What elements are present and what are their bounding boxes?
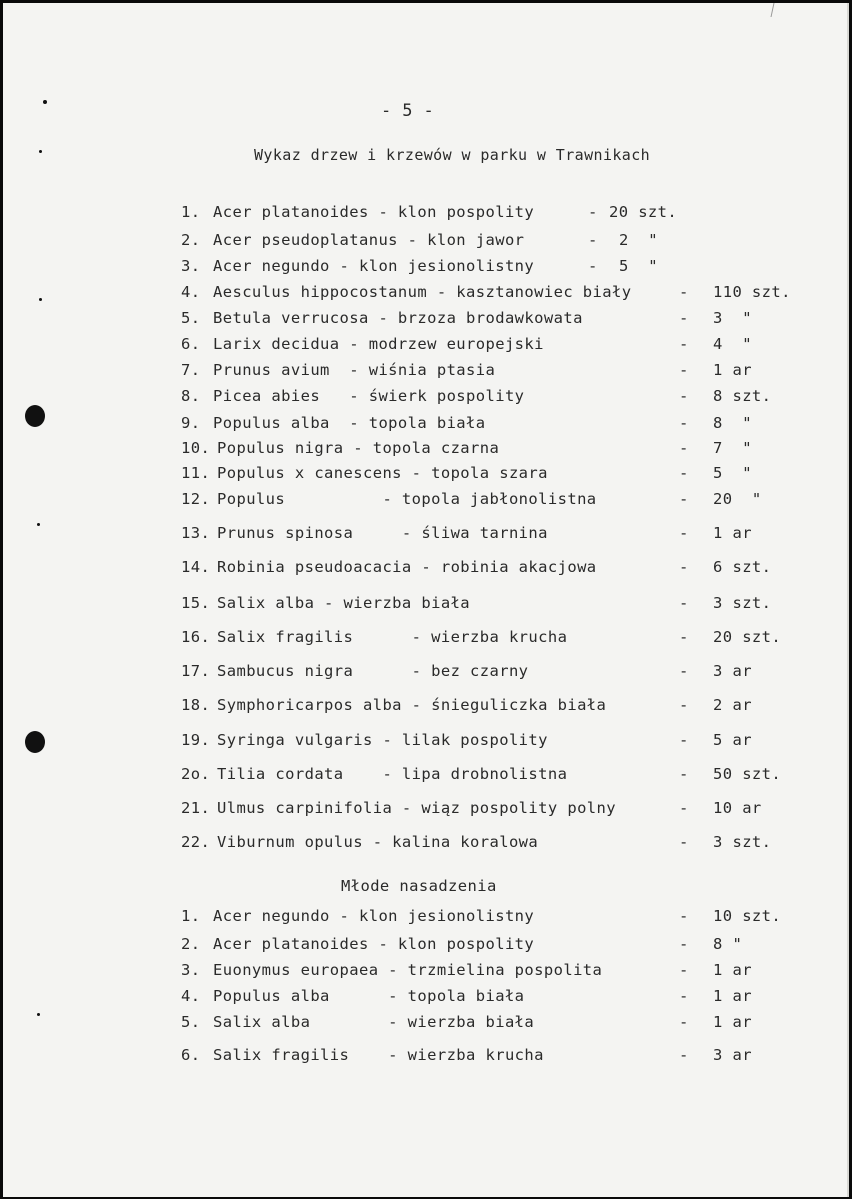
- item-dash: -: [679, 961, 689, 979]
- item-quantity: 3 szt.: [713, 833, 772, 851]
- item-number: 12.: [181, 490, 211, 508]
- item-name: Salix fragilis - wierzba krucha: [213, 1046, 544, 1064]
- item-quantity: 2 ar: [713, 696, 752, 714]
- item-name: Populus alba - topola biała: [213, 987, 525, 1005]
- item-name: Ulmus carpinifolia - wiąz pospolity polny: [217, 799, 617, 817]
- item-name: Acer negundo - klon jesionolistny: [213, 907, 535, 925]
- item-number: 9.: [181, 414, 201, 432]
- item-name: Robinia pseudoacacia - robinia akacjowa: [217, 558, 597, 576]
- item-name: Larix decidua - modrzew europejski: [213, 335, 544, 353]
- item-name: Populus - topola jabłonolistna: [217, 490, 597, 508]
- item-dash: -: [679, 987, 689, 1005]
- item-dash: -: [679, 361, 689, 379]
- item-quantity: 20 szt.: [713, 628, 782, 646]
- item-name: Prunus avium - wiśnia ptasia: [213, 361, 496, 379]
- item-dash: -: [679, 765, 689, 783]
- item-dash: -: [679, 833, 689, 851]
- item-dash: -: [679, 524, 689, 542]
- item-quantity: 8 szt.: [713, 387, 772, 405]
- item-name: Symphoricarpos alba - śnieguliczka biała: [217, 696, 607, 714]
- item-dash: -: [679, 731, 689, 749]
- item-quantity: 8 ": [713, 935, 743, 953]
- item-dash: -: [679, 628, 689, 646]
- item-name: Populus alba - topola biała: [213, 414, 486, 432]
- item-number: 6.: [181, 1046, 201, 1064]
- item-dash: -: [679, 464, 689, 482]
- item-name: Acer platanoides - klon pospolity: [213, 935, 535, 953]
- item-dash: -: [679, 594, 689, 612]
- item-quantity: 20 szt.: [609, 203, 678, 221]
- item-number: 5.: [181, 1013, 201, 1031]
- item-number: 1.: [181, 203, 201, 221]
- item-name: Acer pseudoplatanus - klon jawor: [213, 231, 525, 249]
- item-dash: -: [679, 414, 689, 432]
- item-quantity: 3 ar: [713, 1046, 752, 1064]
- item-quantity: 50 szt.: [713, 765, 782, 783]
- item-number: 18.: [181, 696, 211, 714]
- item-quantity: 2 ": [619, 231, 658, 249]
- item-number: 15.: [181, 594, 211, 612]
- item-dash: -: [679, 907, 689, 925]
- item-number: 5.: [181, 309, 201, 327]
- item-quantity: 1 ar: [713, 1013, 752, 1031]
- item-quantity: 20 ": [713, 490, 762, 508]
- item-dash: -: [679, 439, 689, 457]
- document-page: [3, 3, 849, 1197]
- corner-mark: [771, 3, 781, 17]
- item-number: 8.: [181, 387, 201, 405]
- item-dash: -: [588, 231, 598, 249]
- item-number: 2.: [181, 231, 201, 249]
- item-number: 13.: [181, 524, 211, 542]
- item-number: 2o.: [181, 765, 211, 783]
- item-name: Syringa vulgaris - lilak pospolity: [217, 731, 548, 749]
- item-name: Populus nigra - topola czarna: [217, 439, 500, 457]
- item-number: 4.: [181, 987, 201, 1005]
- item-name: Sambucus nigra - bez czarny: [217, 662, 529, 680]
- item-dash: -: [679, 490, 689, 508]
- punch-hole: [25, 731, 45, 753]
- binder-hole-mark: [39, 150, 42, 153]
- item-quantity: 6 szt.: [713, 558, 772, 576]
- item-quantity: 1 ar: [713, 361, 752, 379]
- item-number: 17.: [181, 662, 211, 680]
- item-quantity: 5 ": [713, 464, 752, 482]
- item-quantity: 3 szt.: [713, 594, 772, 612]
- item-number: 4.: [181, 283, 201, 301]
- item-quantity: 10 ar: [713, 799, 762, 817]
- item-quantity: 110 szt.: [713, 283, 791, 301]
- item-dash: -: [679, 1046, 689, 1064]
- item-number: 21.: [181, 799, 211, 817]
- item-name: Populus x canescens - topola szara: [217, 464, 548, 482]
- item-dash: -: [679, 799, 689, 817]
- item-dash: -: [679, 662, 689, 680]
- item-dash: -: [679, 935, 689, 953]
- item-name: Tilia cordata - lipa drobnolistna: [217, 765, 568, 783]
- item-name: Acer platanoides - klon pospolity: [213, 203, 535, 221]
- binder-hole-mark: [43, 100, 47, 104]
- item-name: Acer negundo - klon jesionolistny: [213, 257, 535, 275]
- item-quantity: 4 ": [713, 335, 752, 353]
- item-name: Prunus spinosa - śliwa tarnina: [217, 524, 548, 542]
- item-quantity: 1 ar: [713, 987, 752, 1005]
- page-number: - 5 -: [381, 101, 435, 121]
- punch-hole: [25, 405, 45, 427]
- item-name: Salix alba - wierzba biała: [217, 594, 471, 612]
- item-number: 11.: [181, 464, 211, 482]
- item-number: 19.: [181, 731, 211, 749]
- item-quantity: 3 ": [713, 309, 752, 327]
- item-number: 3.: [181, 257, 201, 275]
- item-number: 1.: [181, 907, 201, 925]
- item-name: Viburnum opulus - kalina koralowa: [217, 833, 539, 851]
- item-quantity: 10 szt.: [713, 907, 782, 925]
- item-name: Euonymus europaea - trzmielina pospolita: [213, 961, 603, 979]
- item-quantity: 8 ": [713, 414, 752, 432]
- item-name: Aesculus hippocostanum - kasztanowiec biały: [213, 283, 632, 301]
- item-name: Picea abies - świerk pospolity: [213, 387, 525, 405]
- item-quantity: 5 ": [619, 257, 658, 275]
- item-number: 3.: [181, 961, 201, 979]
- item-quantity: 1 ar: [713, 961, 752, 979]
- item-dash: -: [679, 283, 689, 301]
- item-number: 16.: [181, 628, 211, 646]
- item-number: 22.: [181, 833, 211, 851]
- document-title: Wykaz drzew i krzewów w parku w Trawnikach: [254, 146, 651, 164]
- item-name: Salix fragilis - wierzba krucha: [217, 628, 568, 646]
- section-title: Młode nasadzenia: [341, 877, 497, 895]
- item-dash: -: [679, 1013, 689, 1031]
- item-dash: -: [588, 203, 598, 221]
- binder-hole-mark: [37, 523, 40, 526]
- item-quantity: 3 ar: [713, 662, 752, 680]
- item-quantity: 5 ar: [713, 731, 752, 749]
- item-dash: -: [679, 387, 689, 405]
- item-quantity: 1 ar: [713, 524, 752, 542]
- item-number: 14.: [181, 558, 211, 576]
- item-dash: -: [679, 558, 689, 576]
- item-dash: -: [679, 309, 689, 327]
- item-number: 2.: [181, 935, 201, 953]
- item-quantity: 7 ": [713, 439, 752, 457]
- item-number: 7.: [181, 361, 201, 379]
- item-dash: -: [679, 696, 689, 714]
- binder-hole-mark: [39, 298, 42, 301]
- item-name: Betula verrucosa - brzoza brodawkowata: [213, 309, 583, 327]
- binder-hole-mark: [37, 1013, 40, 1016]
- item-dash: -: [588, 257, 598, 275]
- item-number: 10.: [181, 439, 211, 457]
- item-number: 6.: [181, 335, 201, 353]
- item-name: Salix alba - wierzba biała: [213, 1013, 535, 1031]
- page-edge: [847, 3, 849, 1197]
- item-dash: -: [679, 335, 689, 353]
